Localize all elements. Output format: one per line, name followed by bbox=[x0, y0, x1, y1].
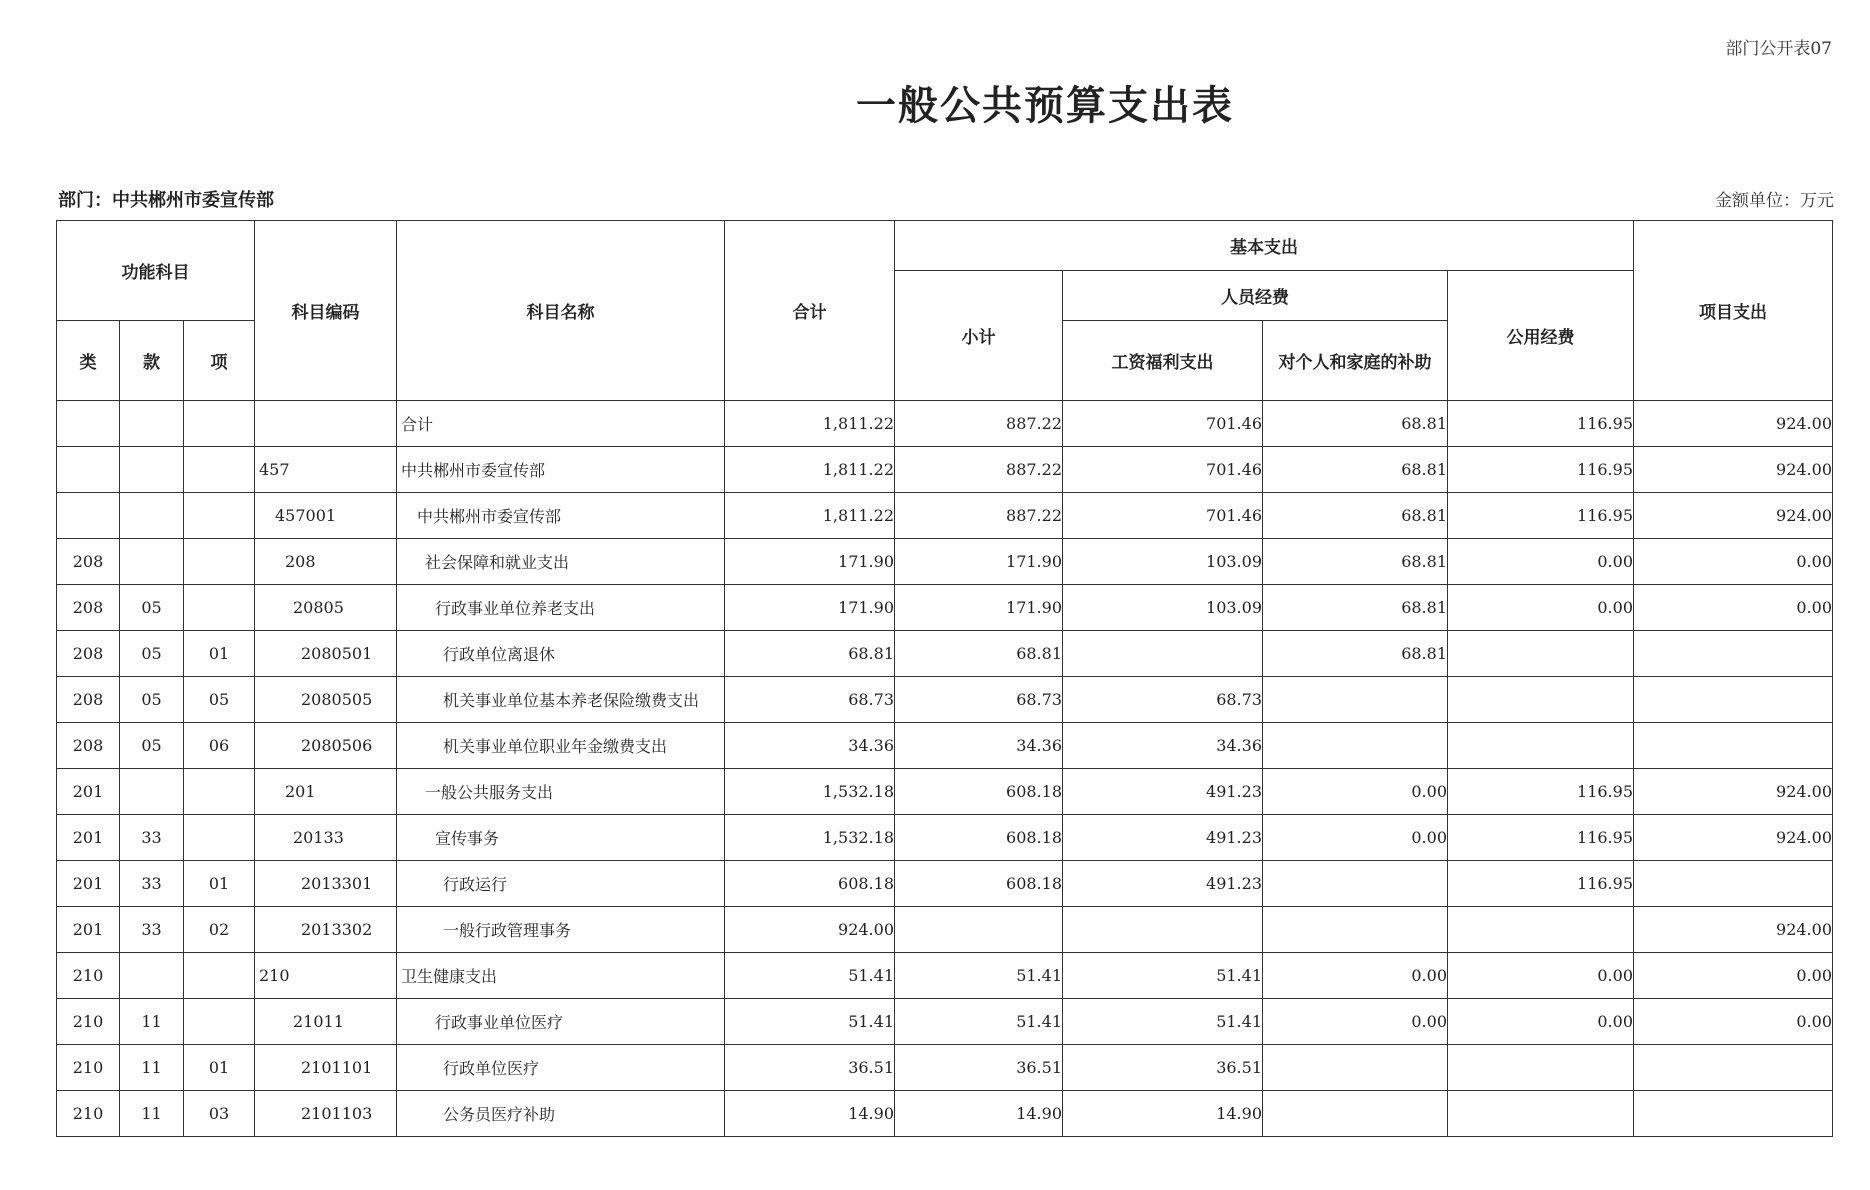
cell-xiang: 05 bbox=[184, 677, 255, 723]
page-title: 一般公共预算支出表 bbox=[856, 83, 1234, 129]
cell-salary: 491.23 bbox=[1063, 861, 1263, 907]
cell-kuan: 33 bbox=[120, 861, 184, 907]
budget-expenditure-table bbox=[56, 220, 1833, 1137]
cell-project: 924.00 bbox=[1634, 815, 1833, 861]
table-row bbox=[57, 677, 1833, 723]
cell-subsidy: 68.81 bbox=[1263, 539, 1448, 585]
cell-code: 2013301 bbox=[255, 861, 397, 907]
cell-code: 2101101 bbox=[255, 1045, 397, 1091]
cell-total: 1,811.22 bbox=[725, 401, 895, 447]
cell-project: 924.00 bbox=[1634, 493, 1833, 539]
cell-xiang: 02 bbox=[184, 907, 255, 953]
cell-name: 一般公共服务支出 bbox=[397, 769, 725, 815]
cell-salary: 34.36 bbox=[1063, 723, 1263, 769]
cell-subsidy bbox=[1263, 907, 1448, 953]
cell-public bbox=[1448, 1045, 1634, 1091]
cell-name: 中共郴州市委宣传部 bbox=[397, 493, 725, 539]
cell-kuan: 05 bbox=[120, 723, 184, 769]
cell-kuan: 05 bbox=[120, 631, 184, 677]
cell-total: 171.90 bbox=[725, 585, 895, 631]
cell-lei: 208 bbox=[57, 677, 120, 723]
header-salary: 工资福利支出 bbox=[1063, 321, 1263, 401]
table-row bbox=[57, 539, 1833, 585]
cell-subtotal: 887.22 bbox=[895, 401, 1063, 447]
cell-lei bbox=[57, 401, 120, 447]
cell-code: 201 bbox=[255, 769, 397, 815]
cell-salary: 103.09 bbox=[1063, 539, 1263, 585]
amount-unit-label: 金额单位：万元 bbox=[1715, 191, 1834, 211]
cell-total: 51.41 bbox=[725, 953, 895, 999]
cell-name: 卫生健康支出 bbox=[397, 953, 725, 999]
cell-subtotal bbox=[895, 907, 1063, 953]
cell-salary: 14.90 bbox=[1063, 1091, 1263, 1137]
cell-kuan: 05 bbox=[120, 585, 184, 631]
cell-lei: 210 bbox=[57, 1045, 120, 1091]
cell-subtotal: 171.90 bbox=[895, 585, 1063, 631]
cell-subsidy bbox=[1263, 861, 1448, 907]
header-subsidy: 对个人和家庭的补助 bbox=[1263, 321, 1448, 401]
cell-public: 116.95 bbox=[1448, 769, 1634, 815]
cell-code: 2080506 bbox=[255, 723, 397, 769]
header-code: 科目编码 bbox=[255, 221, 397, 401]
cell-kuan bbox=[120, 769, 184, 815]
header-name: 科目名称 bbox=[397, 221, 725, 401]
cell-xiang bbox=[184, 953, 255, 999]
cell-salary: 36.51 bbox=[1063, 1045, 1263, 1091]
header-personnel: 人员经费 bbox=[1063, 271, 1448, 321]
cell-lei bbox=[57, 493, 120, 539]
cell-subtotal: 608.18 bbox=[895, 815, 1063, 861]
cell-subsidy: 0.00 bbox=[1263, 815, 1448, 861]
cell-lei: 208 bbox=[57, 723, 120, 769]
cell-total: 171.90 bbox=[725, 539, 895, 585]
cell-total: 68.73 bbox=[725, 677, 895, 723]
cell-subsidy bbox=[1263, 677, 1448, 723]
cell-public: 116.95 bbox=[1448, 815, 1634, 861]
cell-code: 2013302 bbox=[255, 907, 397, 953]
cell-name: 机关事业单位职业年金缴费支出 bbox=[397, 723, 725, 769]
cell-kuan bbox=[120, 401, 184, 447]
header-project: 项目支出 bbox=[1634, 221, 1833, 401]
cell-public: 116.95 bbox=[1448, 861, 1634, 907]
cell-salary: 491.23 bbox=[1063, 769, 1263, 815]
cell-subtotal: 51.41 bbox=[895, 953, 1063, 999]
cell-kuan bbox=[120, 493, 184, 539]
cell-code: 208 bbox=[255, 539, 397, 585]
cell-project: 0.00 bbox=[1634, 585, 1833, 631]
cell-total: 1,532.18 bbox=[725, 815, 895, 861]
cell-lei: 208 bbox=[57, 585, 120, 631]
cell-kuan: 33 bbox=[120, 815, 184, 861]
cell-subsidy bbox=[1263, 1091, 1448, 1137]
cell-kuan bbox=[120, 953, 184, 999]
cell-xiang bbox=[184, 999, 255, 1045]
cell-name: 宣传事务 bbox=[397, 815, 725, 861]
table-row bbox=[57, 1045, 1833, 1091]
cell-subtotal: 608.18 bbox=[895, 861, 1063, 907]
table-row bbox=[57, 493, 1833, 539]
table-row bbox=[57, 585, 1833, 631]
cell-name: 合计 bbox=[397, 401, 725, 447]
cell-kuan bbox=[120, 447, 184, 493]
cell-code: 2080501 bbox=[255, 631, 397, 677]
cell-lei: 201 bbox=[57, 861, 120, 907]
cell-total: 1,811.22 bbox=[725, 447, 895, 493]
table-row bbox=[57, 907, 1833, 953]
cell-lei: 201 bbox=[57, 769, 120, 815]
cell-subsidy: 68.81 bbox=[1263, 447, 1448, 493]
cell-salary: 51.41 bbox=[1063, 999, 1263, 1045]
cell-public bbox=[1448, 677, 1634, 723]
table-row bbox=[57, 815, 1833, 861]
cell-salary bbox=[1063, 631, 1263, 677]
cell-project bbox=[1634, 1091, 1833, 1137]
header-basic: 基本支出 bbox=[895, 221, 1634, 271]
cell-salary: 701.46 bbox=[1063, 447, 1263, 493]
cell-code: 2101103 bbox=[255, 1091, 397, 1137]
cell-project: 924.00 bbox=[1634, 447, 1833, 493]
cell-salary: 103.09 bbox=[1063, 585, 1263, 631]
header-total: 合计 bbox=[725, 221, 895, 401]
cell-xiang: 01 bbox=[184, 1045, 255, 1091]
cell-subsidy: 68.81 bbox=[1263, 631, 1448, 677]
cell-total: 608.18 bbox=[725, 861, 895, 907]
cell-name: 行政单位医疗 bbox=[397, 1045, 725, 1091]
cell-public: 0.00 bbox=[1448, 953, 1634, 999]
cell-subsidy: 68.81 bbox=[1263, 585, 1448, 631]
cell-salary: 51.41 bbox=[1063, 953, 1263, 999]
cell-public: 116.95 bbox=[1448, 493, 1634, 539]
cell-name: 机关事业单位基本养老保险缴费支出 bbox=[397, 677, 725, 723]
cell-project: 924.00 bbox=[1634, 769, 1833, 815]
table-row bbox=[57, 447, 1833, 493]
cell-name: 行政事业单位养老支出 bbox=[397, 585, 725, 631]
table-body bbox=[57, 401, 1833, 1137]
cell-public: 0.00 bbox=[1448, 999, 1634, 1045]
table-row bbox=[57, 1091, 1833, 1137]
cell-total: 924.00 bbox=[725, 907, 895, 953]
cell-code: 210 bbox=[255, 953, 397, 999]
cell-subtotal: 608.18 bbox=[895, 769, 1063, 815]
cell-project bbox=[1634, 723, 1833, 769]
cell-total: 14.90 bbox=[725, 1091, 895, 1137]
cell-lei bbox=[57, 447, 120, 493]
cell-xiang bbox=[184, 769, 255, 815]
cell-subtotal: 68.81 bbox=[895, 631, 1063, 677]
cell-total: 34.36 bbox=[725, 723, 895, 769]
cell-lei: 208 bbox=[57, 631, 120, 677]
cell-xiang bbox=[184, 447, 255, 493]
cell-lei: 201 bbox=[57, 815, 120, 861]
cell-xiang bbox=[184, 493, 255, 539]
header-func-subject: 功能科目 bbox=[57, 221, 255, 321]
cell-salary bbox=[1063, 907, 1263, 953]
cell-subtotal: 14.90 bbox=[895, 1091, 1063, 1137]
cell-total: 36.51 bbox=[725, 1045, 895, 1091]
cell-project bbox=[1634, 631, 1833, 677]
cell-salary: 701.46 bbox=[1063, 401, 1263, 447]
cell-public bbox=[1448, 631, 1634, 677]
cell-total: 68.81 bbox=[725, 631, 895, 677]
cell-subsidy: 0.00 bbox=[1263, 769, 1448, 815]
cell-subtotal: 887.22 bbox=[895, 447, 1063, 493]
cell-subsidy bbox=[1263, 1045, 1448, 1091]
cell-xiang bbox=[184, 585, 255, 631]
cell-name: 社会保障和就业支出 bbox=[397, 539, 725, 585]
cell-project: 0.00 bbox=[1634, 953, 1833, 999]
table-row bbox=[57, 861, 1833, 907]
cell-name: 中共郴州市委宣传部 bbox=[397, 447, 725, 493]
cell-name: 公务员医疗补助 bbox=[397, 1091, 725, 1137]
form-number: 部门公开表07 bbox=[1725, 39, 1832, 59]
cell-xiang bbox=[184, 401, 255, 447]
cell-xiang: 06 bbox=[184, 723, 255, 769]
cell-name: 一般行政管理事务 bbox=[397, 907, 725, 953]
table-row bbox=[57, 999, 1833, 1045]
cell-name: 行政运行 bbox=[397, 861, 725, 907]
cell-public: 116.95 bbox=[1448, 401, 1634, 447]
cell-salary: 701.46 bbox=[1063, 493, 1263, 539]
cell-public: 0.00 bbox=[1448, 585, 1634, 631]
cell-salary: 68.73 bbox=[1063, 677, 1263, 723]
table-row bbox=[57, 401, 1833, 447]
cell-public bbox=[1448, 1091, 1634, 1137]
cell-project: 924.00 bbox=[1634, 907, 1833, 953]
cell-lei: 210 bbox=[57, 953, 120, 999]
cell-xiang: 03 bbox=[184, 1091, 255, 1137]
department-label: 部门：中共郴州市委宣传部 bbox=[58, 190, 274, 211]
cell-total: 1,532.18 bbox=[725, 769, 895, 815]
cell-project: 0.00 bbox=[1634, 999, 1833, 1045]
table-row bbox=[57, 723, 1833, 769]
cell-subsidy: 0.00 bbox=[1263, 999, 1448, 1045]
cell-code: 2080505 bbox=[255, 677, 397, 723]
cell-lei: 208 bbox=[57, 539, 120, 585]
cell-subtotal: 34.36 bbox=[895, 723, 1063, 769]
cell-xiang bbox=[184, 539, 255, 585]
cell-subtotal: 36.51 bbox=[895, 1045, 1063, 1091]
cell-code: 21011 bbox=[255, 999, 397, 1045]
cell-total: 51.41 bbox=[725, 999, 895, 1045]
cell-xiang: 01 bbox=[184, 631, 255, 677]
cell-code: 457001 bbox=[255, 493, 397, 539]
cell-total: 1,811.22 bbox=[725, 493, 895, 539]
cell-code: 20805 bbox=[255, 585, 397, 631]
cell-xiang bbox=[184, 815, 255, 861]
cell-xiang: 01 bbox=[184, 861, 255, 907]
cell-subsidy bbox=[1263, 723, 1448, 769]
header-subtotal: 小计 bbox=[895, 271, 1063, 401]
cell-project: 924.00 bbox=[1634, 401, 1833, 447]
cell-public bbox=[1448, 723, 1634, 769]
cell-subsidy: 68.81 bbox=[1263, 493, 1448, 539]
cell-subsidy: 68.81 bbox=[1263, 401, 1448, 447]
cell-kuan: 11 bbox=[120, 1091, 184, 1137]
cell-subtotal: 51.41 bbox=[895, 999, 1063, 1045]
cell-subsidy: 0.00 bbox=[1263, 953, 1448, 999]
table-row bbox=[57, 631, 1833, 677]
cell-kuan: 33 bbox=[120, 907, 184, 953]
cell-kuan bbox=[120, 539, 184, 585]
cell-name: 行政单位离退休 bbox=[397, 631, 725, 677]
header-public: 公用经费 bbox=[1448, 271, 1634, 401]
cell-public: 116.95 bbox=[1448, 447, 1634, 493]
cell-code: 20133 bbox=[255, 815, 397, 861]
cell-kuan: 05 bbox=[120, 677, 184, 723]
cell-lei: 210 bbox=[57, 1091, 120, 1137]
cell-public: 0.00 bbox=[1448, 539, 1634, 585]
cell-project bbox=[1634, 677, 1833, 723]
cell-code bbox=[255, 401, 397, 447]
cell-project bbox=[1634, 1045, 1833, 1091]
header-lei: 类 bbox=[57, 321, 120, 401]
cell-subtotal: 887.22 bbox=[895, 493, 1063, 539]
cell-lei: 201 bbox=[57, 907, 120, 953]
cell-salary: 491.23 bbox=[1063, 815, 1263, 861]
cell-subtotal: 68.73 bbox=[895, 677, 1063, 723]
cell-kuan: 11 bbox=[120, 999, 184, 1045]
cell-project: 0.00 bbox=[1634, 539, 1833, 585]
cell-public bbox=[1448, 907, 1634, 953]
header-kuan: 款 bbox=[120, 321, 184, 401]
table-row bbox=[57, 953, 1833, 999]
cell-kuan: 11 bbox=[120, 1045, 184, 1091]
cell-lei: 210 bbox=[57, 999, 120, 1045]
cell-name: 行政事业单位医疗 bbox=[397, 999, 725, 1045]
header-xiang: 项 bbox=[184, 321, 255, 401]
cell-subtotal: 171.90 bbox=[895, 539, 1063, 585]
table-row bbox=[57, 769, 1833, 815]
cell-code: 457 bbox=[255, 447, 397, 493]
cell-project bbox=[1634, 861, 1833, 907]
